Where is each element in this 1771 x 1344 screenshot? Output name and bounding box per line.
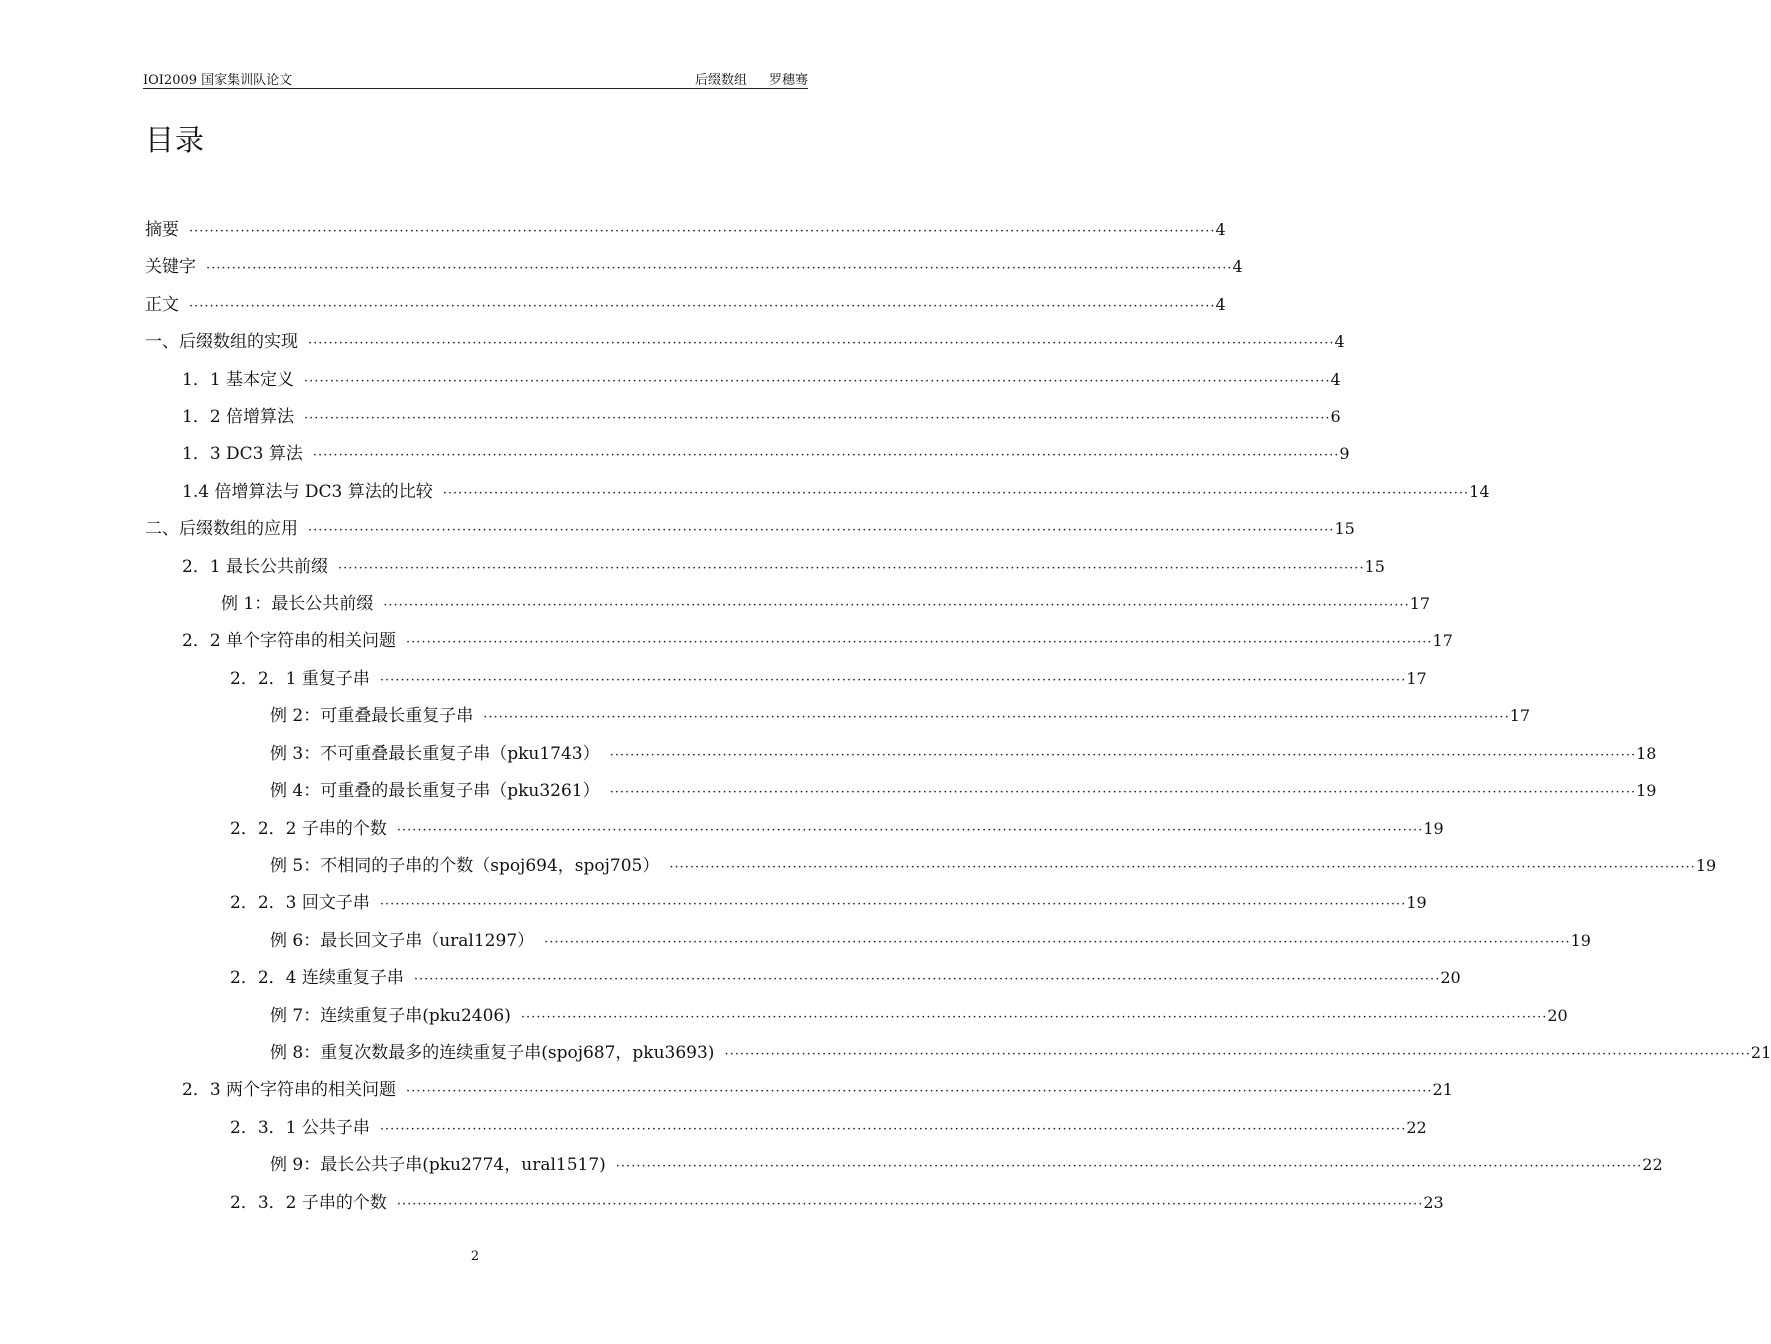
header-right <box>695 69 808 88</box>
dot-leader: ········································································································································································································ <box>308 523 1335 539</box>
dot-leader: ········································································································································································································ <box>483 710 1510 726</box>
toc-entry-page: 19 <box>1423 818 1444 838</box>
toc-entry-label: 例 7：连续重复子串(pku2406) <box>270 1005 511 1026</box>
toc-entry-page: 22 <box>1642 1155 1663 1175</box>
dot-leader: ········································································································································································································ <box>406 1084 1433 1100</box>
dot-leader: ········································································································································································································ <box>379 672 1407 688</box>
toc-entry-label: 2．2．3 回文子串 <box>230 893 370 914</box>
dot-leader: ········································································································································································································ <box>520 1009 1548 1025</box>
toc-entry-page: 23 <box>1423 1192 1444 1212</box>
toc-entry[interactable] <box>145 701 1531 738</box>
toc-entry-page: 19 <box>1636 781 1657 801</box>
toc-entry[interactable] <box>145 739 1657 776</box>
toc-entry-label: 例 4：可重叠的最长重复子串（pku3261） <box>270 781 600 802</box>
toc-entry-label: 一、后缀数组的实现 <box>145 332 298 353</box>
dot-leader: ········································································································································································································ <box>609 747 1637 763</box>
toc-entry-page: 15 <box>1364 556 1385 576</box>
dot-leader: ········································································································································································································ <box>304 373 1331 389</box>
dot-leader: ········································································································································································································ <box>312 448 1340 464</box>
toc-entry[interactable] <box>145 1038 1771 1075</box>
toc-entry[interactable] <box>145 888 1427 925</box>
toc-entry-page: 9 <box>1339 444 1350 464</box>
toc-entry-page: 21 <box>1432 1080 1453 1100</box>
header-paper-title: IOI2009 国家集训队论文 <box>143 73 293 88</box>
toc-entry-label: 例 1：最长公共前缀 <box>221 594 374 615</box>
toc-entry-page: 20 <box>1547 1005 1568 1025</box>
toc-entry[interactable] <box>145 626 1453 663</box>
toc-entry-page: 17 <box>1432 631 1453 651</box>
toc-entry-label: 1．1 基本定义 <box>182 369 295 390</box>
toc-entry-page: 4 <box>1215 220 1226 239</box>
toc-entry-page: 21 <box>1750 1042 1771 1062</box>
toc-entry-label: 例 2：可重叠最长重复子串 <box>270 706 474 727</box>
dot-leader: ········································································································································································································ <box>669 859 1696 875</box>
dot-leader: ········································································································································································································ <box>379 1121 1407 1137</box>
toc-entry-label: 2．3．1 公共子串 <box>230 1117 370 1138</box>
toc-entry-label: 2．1 最长公共前缀 <box>182 556 329 577</box>
toc-entry-page: 17 <box>1409 594 1431 614</box>
dot-leader: ········································································································································································································ <box>442 485 1470 501</box>
toc-entry[interactable] <box>145 252 1243 289</box>
toc-entry-label: 2．3．2 子串的个数 <box>230 1192 387 1213</box>
toc-entry-page: 15 <box>1334 519 1355 539</box>
dot-leader: ········································································································································································································ <box>206 261 1233 277</box>
toc-entry-label: 例 9：最长公共子串(pku2774，ural1517) <box>270 1155 606 1176</box>
header-author: 罗穗骞 <box>768 73 808 88</box>
toc-entry-page: 17 <box>1509 706 1531 726</box>
toc-entry[interactable] <box>145 664 1427 701</box>
toc-entry[interactable] <box>145 1188 1444 1225</box>
toc-entry[interactable] <box>145 290 1226 327</box>
toc-title: 目录 <box>145 123 206 157</box>
toc-entry-label: 正文 <box>145 294 179 315</box>
table-of-contents <box>145 215 1771 1225</box>
toc-entry[interactable] <box>145 365 1341 402</box>
toc-entry[interactable] <box>145 1150 1663 1187</box>
dot-leader: ········································································································································································································ <box>544 934 1571 950</box>
toc-entry-page: 18 <box>1636 743 1657 763</box>
toc-entry[interactable] <box>145 851 1717 888</box>
dot-leader: ········································································································································································································ <box>383 598 1410 614</box>
toc-entry-page: 19 <box>1695 855 1717 875</box>
toc-entry[interactable] <box>145 1001 1568 1038</box>
dot-leader: ········································································································································································································ <box>413 972 1441 988</box>
toc-entry-label: 1.4 倍增算法与 DC3 算法的比较 <box>182 481 433 502</box>
page-header <box>143 66 808 89</box>
toc-entry[interactable] <box>145 215 1226 252</box>
toc-entry-page: 4 <box>1215 294 1226 314</box>
dot-leader: ········································································································································································································ <box>189 298 1216 314</box>
toc-entry[interactable] <box>145 327 1345 364</box>
page-number: 2 <box>470 1249 480 1264</box>
dot-leader: ········································································································································································································ <box>724 1046 1751 1062</box>
toc-entry-label: 1．3 DC3 算法 <box>182 444 303 465</box>
dot-leader: ········································································································································································································ <box>338 560 1365 576</box>
toc-entry-label: 例 5：不相同的子串的个数（spoj694，spoj705） <box>270 855 660 876</box>
dot-leader: ········································································································································································································ <box>615 1159 1643 1175</box>
toc-entry[interactable] <box>145 1075 1453 1112</box>
header-topic: 后缀数组 <box>694 73 747 88</box>
toc-entry-label: 1．2 倍增算法 <box>182 407 295 428</box>
dot-leader: ········································································································································································································ <box>308 336 1335 352</box>
toc-entry[interactable] <box>145 552 1385 589</box>
toc-entry-label: 2．2 单个字符串的相关问题 <box>182 631 397 652</box>
toc-entry[interactable] <box>145 477 1490 514</box>
toc-entry-page: 22 <box>1406 1117 1427 1137</box>
dot-leader: ········································································································································································································ <box>396 1196 1424 1212</box>
dot-leader: ········································································································································································································ <box>189 224 1216 239</box>
toc-entry[interactable] <box>145 814 1444 851</box>
toc-entry[interactable] <box>145 439 1350 476</box>
toc-entry-page: 19 <box>1570 930 1591 950</box>
toc-entry-page: 4 <box>1334 332 1345 352</box>
toc-entry-page: 4 <box>1330 369 1341 389</box>
dot-leader: ········································································································································································································ <box>304 411 1331 427</box>
toc-entry-page: 6 <box>1330 407 1341 427</box>
toc-entry-label: 2．2．2 子串的个数 <box>230 818 387 839</box>
toc-entry-label: 2．3 两个字符串的相关问题 <box>182 1080 397 1101</box>
dot-leader: ········································································································································································································ <box>379 897 1407 913</box>
toc-entry-page: 20 <box>1440 968 1461 988</box>
toc-entry[interactable] <box>145 776 1657 813</box>
toc-entry-label: 例 8：重复次数最多的连续重复子串(spoj687，pku3693) <box>270 1042 715 1063</box>
toc-entry[interactable] <box>145 514 1355 551</box>
toc-entry-page: 17 <box>1406 668 1427 688</box>
toc-entry-page: 4 <box>1232 257 1243 277</box>
toc-entry[interactable] <box>145 589 1431 626</box>
toc-entry-label: 例 3：不可重叠最长重复子串（pku1743） <box>270 743 600 764</box>
toc-entry-page: 19 <box>1406 893 1427 913</box>
toc-entry[interactable] <box>145 1113 1427 1150</box>
toc-entry-label: 二、后缀数组的应用 <box>145 519 298 540</box>
toc-entry-label: 例 6：最长回文子串（ural1297） <box>270 930 535 951</box>
dot-leader: ········································································································································································································ <box>609 785 1637 801</box>
toc-entry-label: 摘要 <box>145 220 179 240</box>
toc-entry[interactable] <box>145 926 1591 963</box>
toc-entry-page: 14 <box>1469 481 1490 501</box>
dot-leader: ········································································································································································································ <box>406 635 1433 651</box>
toc-entry[interactable] <box>145 402 1341 439</box>
dot-leader: ········································································································································································································ <box>396 822 1424 838</box>
toc-entry-label: 关键字 <box>145 257 196 278</box>
toc-entry-label: 2．2．4 连续重复子串 <box>230 968 404 989</box>
toc-entry-label: 2．2．1 重复子串 <box>230 668 370 689</box>
toc-entry[interactable] <box>145 963 1461 1000</box>
